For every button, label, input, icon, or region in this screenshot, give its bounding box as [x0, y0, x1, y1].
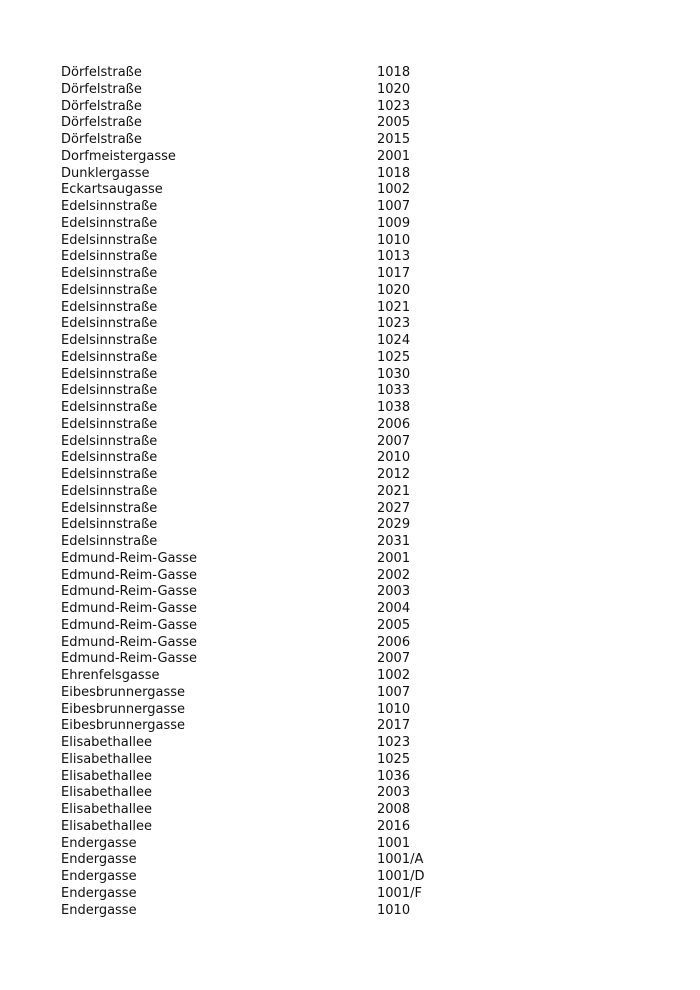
street-name: Elisabethallee: [61, 818, 152, 834]
list-item: [61, 501, 541, 518]
list-item: [61, 216, 541, 233]
house-number: 1010: [377, 902, 411, 918]
street-name: Dorfmeistergasse: [61, 148, 176, 164]
house-number: 1018: [377, 65, 411, 80]
list-item: [61, 65, 541, 82]
house-number: 1023: [377, 316, 411, 332]
street-name: Edmund-Reim-Gasse: [61, 567, 198, 583]
street-name: Endergasse: [61, 852, 137, 868]
street-name: Edelsinnstraße: [61, 232, 158, 248]
list-item: [61, 836, 541, 853]
street-name: Edelsinnstraße: [61, 517, 158, 533]
list-item: [61, 668, 541, 685]
house-number: 2027: [377, 500, 411, 516]
street-name: Edelsinnstraße: [61, 316, 158, 332]
list-item: [61, 132, 541, 149]
house-number: 1017: [377, 266, 411, 281]
list-item: [61, 601, 541, 618]
house-number: 1007: [377, 199, 411, 214]
street-name: Dörfelstraße: [61, 65, 142, 80]
list-item: [61, 702, 541, 719]
house-number: 1024: [377, 333, 411, 348]
house-number: 2015: [377, 132, 411, 147]
list-item: [61, 383, 541, 400]
street-name: Edmund-Reim-Gasse: [61, 550, 198, 566]
street-name: Elisabethallee: [61, 802, 152, 817]
house-number: 2003: [377, 584, 411, 600]
house-number: 2016: [377, 818, 411, 834]
house-number: 2006: [377, 634, 411, 650]
list-item: [61, 182, 541, 199]
list-item: [61, 752, 541, 769]
list-item: [61, 852, 541, 869]
list-item: [61, 400, 541, 417]
street-name: Edelsinnstraße: [61, 467, 158, 482]
house-number: 1020: [377, 81, 411, 97]
list-item: [61, 651, 541, 668]
house-number: 1002: [377, 668, 411, 683]
street-name: Dunklergasse: [61, 165, 150, 181]
list-item: [61, 166, 541, 183]
house-number: 1013: [377, 249, 411, 265]
house-number: 1009: [377, 215, 411, 231]
house-number: 2002: [377, 567, 411, 583]
list-item: [61, 802, 541, 819]
street-name: Edelsinnstraße: [61, 333, 158, 348]
street-name: Edmund-Reim-Gasse: [61, 617, 198, 633]
street-name: Endergasse: [61, 869, 137, 884]
house-number: 2007: [377, 651, 411, 667]
house-number: 2007: [377, 433, 411, 449]
house-number: 1018: [377, 165, 411, 181]
list-item: [61, 584, 541, 601]
house-number: 2031: [377, 534, 411, 549]
street-name: Edelsinnstraße: [61, 534, 158, 549]
house-number: 2004: [377, 601, 411, 616]
address-list: [61, 65, 541, 919]
list-item: [61, 199, 541, 216]
house-number: 2005: [377, 115, 411, 131]
street-name: Edelsinnstraße: [61, 433, 158, 449]
street-name: Edelsinnstraße: [61, 400, 158, 415]
list-item: [61, 568, 541, 585]
list-item: [61, 869, 541, 886]
house-number: 1021: [377, 299, 411, 315]
list-item: [61, 99, 541, 116]
house-number: 2006: [377, 416, 411, 432]
list-item: [61, 316, 541, 333]
street-name: Endergasse: [61, 885, 137, 901]
street-name: Elisabethallee: [61, 768, 152, 784]
list-item: [61, 350, 541, 367]
street-name: Eckartsaugasse: [61, 182, 163, 198]
street-name: Edmund-Reim-Gasse: [61, 651, 198, 667]
street-name: Edelsinnstraße: [61, 500, 158, 516]
house-number: 1023: [377, 98, 411, 114]
house-number: 1025: [377, 751, 411, 767]
list-item: [61, 82, 541, 99]
list-item: [61, 551, 541, 568]
house-number: 1001: [377, 835, 411, 851]
house-number: 1007: [377, 684, 411, 700]
house-number: 2012: [377, 467, 411, 482]
house-number: 1038: [377, 400, 411, 415]
house-number: 1033: [377, 383, 411, 399]
street-name: Eibesbrunnergasse: [61, 701, 186, 717]
house-number: 1023: [377, 735, 411, 750]
street-name: Dörfelstraße: [61, 81, 142, 97]
list-item: [61, 819, 541, 836]
street-name: Edelsinnstraße: [61, 366, 158, 382]
street-name: Edelsinnstraße: [61, 282, 158, 298]
house-number: 2008: [377, 802, 411, 817]
list-item: [61, 367, 541, 384]
street-name: Eibesbrunnergasse: [61, 718, 186, 734]
street-name: Edelsinnstraße: [61, 299, 158, 315]
list-item: [61, 467, 541, 484]
house-number: 2005: [377, 617, 411, 633]
street-name: Edelsinnstraße: [61, 215, 158, 231]
street-name: Dörfelstraße: [61, 115, 142, 131]
list-item: [61, 233, 541, 250]
list-item: [61, 685, 541, 702]
street-name: Endergasse: [61, 902, 137, 918]
house-number: 2021: [377, 483, 411, 499]
house-number: 1025: [377, 349, 411, 365]
house-number: 1001/F: [377, 885, 422, 901]
house-number: 2001: [377, 148, 411, 164]
house-number: 1001/D: [377, 869, 425, 884]
street-name: Edelsinnstraße: [61, 266, 158, 281]
street-name: Elisabethallee: [61, 751, 152, 767]
street-name: Edmund-Reim-Gasse: [61, 584, 198, 600]
street-name: Edmund-Reim-Gasse: [61, 601, 198, 616]
house-number: 2029: [377, 517, 411, 533]
list-item: [61, 484, 541, 501]
list-item: [61, 769, 541, 786]
list-item: [61, 266, 541, 283]
list-item: [61, 333, 541, 350]
house-number: 1010: [377, 232, 411, 248]
house-number: 1020: [377, 282, 411, 298]
list-item: [61, 718, 541, 735]
list-item: [61, 300, 541, 317]
house-number: 2010: [377, 450, 411, 466]
street-name: Edelsinnstraße: [61, 199, 158, 214]
street-name: Dörfelstraße: [61, 98, 142, 114]
street-name: Elisabethallee: [61, 735, 152, 750]
street-name: Edelsinnstraße: [61, 349, 158, 365]
street-name: Eibesbrunnergasse: [61, 684, 186, 700]
list-item: [61, 115, 541, 132]
house-number: 1030: [377, 366, 411, 382]
list-item: [61, 534, 541, 551]
street-name: Edelsinnstraße: [61, 483, 158, 499]
list-item: [61, 517, 541, 534]
list-item: [61, 417, 541, 434]
street-name: Dörfelstraße: [61, 132, 142, 147]
list-item: [61, 149, 541, 166]
street-name: Edelsinnstraße: [61, 450, 158, 466]
list-item: [61, 434, 541, 451]
list-item: [61, 886, 541, 903]
list-item: [61, 735, 541, 752]
house-number: 1002: [377, 182, 411, 198]
street-name: Edelsinnstraße: [61, 416, 158, 432]
list-item: [61, 450, 541, 467]
house-number: 1036: [377, 768, 411, 784]
list-item: [61, 283, 541, 300]
list-item: [61, 618, 541, 635]
list-item: [61, 249, 541, 266]
street-name: Endergasse: [61, 835, 137, 851]
list-item: [61, 635, 541, 652]
street-name: Elisabethallee: [61, 785, 152, 801]
street-name: Ehrenfelsgasse: [61, 668, 160, 683]
street-name: Edmund-Reim-Gasse: [61, 634, 198, 650]
street-name: Edelsinnstraße: [61, 249, 158, 265]
house-number: 1010: [377, 701, 411, 717]
list-item: [61, 785, 541, 802]
house-number: 2003: [377, 785, 411, 801]
house-number: 1001/A: [377, 852, 424, 868]
house-number: 2017: [377, 718, 411, 734]
street-name: Edelsinnstraße: [61, 383, 158, 399]
list-item: [61, 903, 541, 920]
house-number: 2001: [377, 550, 411, 566]
